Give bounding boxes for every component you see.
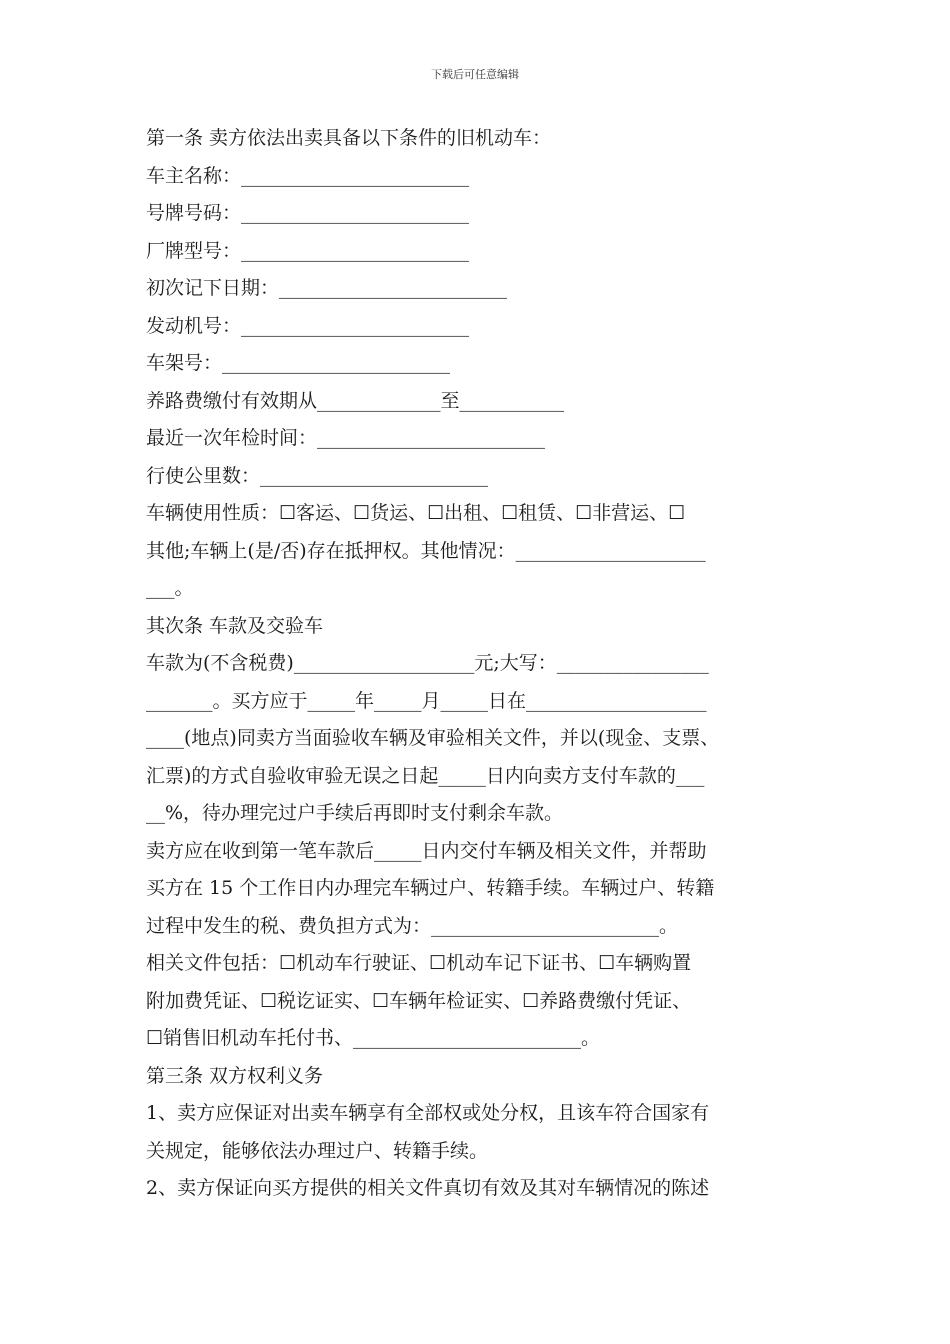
delivery-paragraph-line-3: 过程中发生的税、费负担方式为：________________________。 <box>146 914 679 937</box>
delivery-paragraph-line-2: 买方在 15 个工作日内办理完车辆过户、转籍手续。车辆过户、转籍 <box>146 877 715 899</box>
owner-name-field: 车主名称：________________________ <box>146 164 470 187</box>
obligation-1-line-2: 关规定，能够依法办理过户、转籍手续。 <box>146 1139 489 1162</box>
engine-number-field: 发动机号：________________________ <box>146 314 470 337</box>
clause-3-title: 第三条 双方权利义务 <box>146 1064 324 1087</box>
vehicle-usage-line-3: ___。 <box>146 577 194 599</box>
clause-1-title: 第一条 卖方依法出卖具备以下条件的旧机动车： <box>146 127 552 149</box>
obligation-2-line-1: 2、卖方保证向买方提供的相关文件真切有效及其对车辆情况的陈述 <box>146 1177 710 1199</box>
payment-paragraph-line-4: 汇票)的方式自验收审验无误之日起_____日内向卖方支付车款的___ <box>146 764 705 787</box>
delivery-paragraph-line-1: 卖方应在收到第一笔车款后_____日内交付车辆及相关文件，并帮助 <box>146 839 707 862</box>
clause-2-title: 其次条 车款及交验车 <box>146 614 324 637</box>
documents-paragraph-line-1: 相关文件包括：☐机动车行驶证、☐机动车记下证书、☐车辆购置 <box>146 952 692 974</box>
vehicle-usage-line: 车辆使用性质：☐客运、☐货运、☐出租、☐租赁、☐非营运、☐ <box>146 502 686 524</box>
payment-paragraph-line-1: 车款为(不含税费)___________________元;大写：________________ <box>146 652 709 674</box>
documents-paragraph-line-2: 附加费凭证、☐税讫证实、☐车辆年检证实、☐养路费缴付凭证、 <box>146 989 692 1012</box>
page-header: 下载后可任意编辑 <box>431 68 519 81</box>
road-fee-validity-field: 养路费缴付有效期从_____________至___________ <box>146 389 565 412</box>
payment-paragraph-line-3: ____(地点)同卖方当面验收车辆及审验相关文件，并以(现金、支票、 <box>146 727 720 749</box>
vehicle-usage-line-2: 其他;车辆上(是/否)存在抵押权。其他情况：____________________ <box>146 539 706 562</box>
first-registration-date-field: 初次记下日期：________________________ <box>146 277 508 299</box>
plate-number-field: 号牌号码：________________________ <box>146 202 470 224</box>
last-inspection-field: 最近一次年检时间：________________________ <box>146 427 546 449</box>
documents-paragraph-line-3: ☐销售旧机动车托付书、________________________。 <box>146 1027 601 1049</box>
mileage-field: 行使公里数：________________________ <box>146 464 489 487</box>
brand-model-field: 厂牌型号：________________________ <box>146 239 470 262</box>
payment-paragraph-line-2: _______。买方应于_____年_____月_____日在___________________ <box>146 689 707 712</box>
obligation-1-line-1: 1、卖方应保证对出卖车辆享有全部权或处分权，且该车符合国家有 <box>146 1102 710 1124</box>
contract-body <box>146 120 826 1208</box>
payment-paragraph-line-5: __%，待办理完过户手续后再即时支付剩余车款。 <box>146 802 564 824</box>
frame-number-field: 车架号：________________________ <box>146 352 451 374</box>
